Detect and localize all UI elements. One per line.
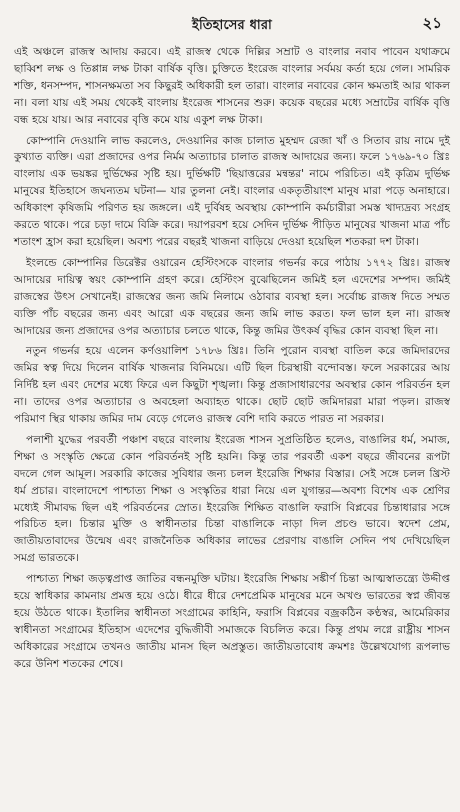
body-text	[14, 44, 450, 673]
paragraph: ইংলন্ডে কোম্পানির ডিরেক্টর ওয়ারেন হেস্টিংসকে বাংলার গভর্নর করে পাঠায় ১৭৭২ খ্রিঃ। রাজস্ব আদায়ের দায়িত্ব স্বয়ং কোম্পানি গ্রহণ করে। হেস্টিংস বুঝেছিলেন জমিই হল এদেশের সম্পদ। জমিই রাজস্বের উৎস সেখানেই। রাজস্বের জন্য জমি নিলামে ওঠাবার ব্যবস্থা হল। সর্বোচ্চ রাজস্ব দিতে সম্মত ব্যক্তি পাঁচ বছরের জন্য এবং আরো এক বছরের জন্য জমি লাভ করত। ফল ভাল হল না। রাজস্ব আদায়ের জন্য প্রজাদের ওপর অত্যাচার চলতে থাকে, কিন্তু জমির উৎকর্ষ বৃদ্ধির কোন ব্যবস্থা ছিল না।	[14, 256, 450, 337]
paragraph: নতুন গভর্নর হয়ে এলেন কর্ণওয়ালিশ ১৭৮৬ খ্রিঃ। তিনি পুরোন ব্যবস্থা বাতিল করে জমিদারদের জমির স্বত্ব দিয়ে দিলেন বার্ষিক খাজনার বিনিময়ে। এটি ছিল চিরস্থায়ী বন্দোবস্ত। ফলে সরকারের আয় নির্দিষ্ট হল এবং দেশের মধ্যে ফিরে এল কিছুটা শৃঙ্খলা। কিন্তু প্রজাসাধারণের অবস্থার কোন পরিবর্তন হল না। তাদের ওপর অত্যাচার ও অবহেলা অব্যাহত থাকে। ছোট ছোট জমিদাররা মারা পড়ল। রাজস্ব পরিমাণ স্থির থাকায় জমির দাম বেড়ে গেলেও রাজস্ব বেশি দাবি করতে পারত না সরকার।	[14, 345, 450, 426]
running-title: ইতিহাসের ধারা	[192, 18, 272, 33]
paragraph: কোম্পানি দেওয়ানি লাভ করলেও, দেওয়ানির কাজ চালাত মুহম্মদ রেজা খাঁ ও সিতাব রায় নামে দুই কুখ্যাত ব্যক্তি। এরা প্রজাদের ওপর নির্মম অত্যাচার চালাত রাজস্ব আদায়ের জন্য। ফলে ১৭৬৯-৭০ খ্রিঃ বাংলায় এক ভয়ঙ্কর দুর্ভিক্ষের সৃষ্টি হয়। দুর্ভিক্ষটি 'ছিয়াত্তরের মন্বন্তর' নামে পরিচিত। এই কৃত্রিম দুর্ভিক্ষ মানুষের ইতিহাসে জঘন্যতম ঘটনা— যার তুলনা নেই। বাংলার একতৃতীয়াংশ মানুষ মারা পড়ে অনাহারে। অধিকাংশ কৃষিজমি পরিণত হয় জঙ্গলে। এই দুর্বিষহ অবস্থায় কোম্পানি কর্মচারীরা সমস্ত খাদ্যদ্রব্য সংগ্রহ করতে থাকে। পরে চড়া দামে বিক্রি করে। দয়াপরবশ হয়ে সেদিন দুর্ভিক্ষ পীড়িত মানুষের খাজনা মাত্র পাঁচ শতাংশ হ্রাস করা হয়েছিল। অবশ্য পরের বছরই খাজনা বাড়িয়ে দেওয়া হয়েছিল শতকরা দশ টাকা।	[14, 134, 451, 248]
paragraph: এই অঞ্চলে রাজস্ব আদায় করবে। এই রাজস্ব থেকে দিল্লির সম্রাট ও বাংলার নবাব পাবেন যথাক্রমে ছাব্বিশ লক্ষ ও তিপ্পান্ন লক্ষ টাকা বার্ষিক বৃত্তি। চুক্তিতে ইংরেজ বাংলার সর্বময় কর্তা হয়ে গেল। সামরিক শক্তি, ধনসম্পদ, শাসনক্ষমতা সব কিছুরই অধিকারী হল তারা। বাংলার নবাবের কোন ক্ষমতাই আর থাকল না। বলা যায় এই সময় থেকেই বাংলায় ইংরেজ শাসনের শুরু। কয়েক বছরের মধ্যে সম্রাটের বার্ষিক বৃত্তি বন্ধ হয়ে যায়। আর নবাবের বৃত্তি কমে যায় একুশ লক্ষ টাকা।	[14, 46, 450, 126]
paragraph: পাশ্চাত্য শিক্ষা জড়ত্বপ্রাপ্ত জাতির বন্ধনমুক্তি ঘটায়। ইংরেজি শিক্ষায় সঙ্কীর্ণ চিন্তা আত্মস্বাতন্ত্র্যে উদ্দীপ্ত হয়ে স্বাধিকার কামনায় প্রমত্ত হয়ে ওঠে। ধীরে ধীরে দেশপ্রেমিক মানুষের মনে অখণ্ড ভারতের স্বপ্ন জীবন্ত হয়ে উঠতে থাকে। ইতালির স্বাধীনতা সংগ্রামের কাহিনি, ফরাসি বিপ্লবের বজ্রকঠিন কণ্ঠস্বর, আমেরিকার স্বাধীনতা সংগ্রামের ইতিহাস এদেশের বুদ্ধিজীবী সমাজকে বিচলিত করে। কিন্তু প্রথম লগ্নে রাষ্ট্রীয় শাসন অধিকারের সংগ্রামে তখনও জাতীয় মানস ছিল অপ্রস্তুত। জাতীয়তাবোধ ক্রমশঃ উল্লেখযোগ্য রূপলাভ করে উনিশ শতকের শেষে।	[14, 573, 450, 670]
paragraph: পলাশী যুদ্ধের পরবর্তী পঞ্চাশ বছরে বাংলায় ইংরেজ শাসন সুপ্রতিষ্ঠিত হলেও, বাঙালির ধর্ম, সমাজ, শিক্ষা ও সংস্কৃতি ক্ষেত্রে কোন পরিবর্তনই সৃষ্টি হয়নি। কিন্তু তার পরবর্তী একশ বছরে জীবনের রূপটা বদলে গেল আমূল। সরকারি কাজের সুবিধার জন্য চলল ইংরেজি শিক্ষার বিস্তার। সেই সঙ্গে চলল খ্রিস্ট ধর্ম প্রচার। বাংলাদেশে পাশ্চাত্য শিক্ষা ও সংস্কৃতির ধারা নিয়ে এল যুগান্তর—অবশ্য বিশেষ এক শ্রেণির মধ্যেই সীমাবদ্ধ ছিল এই পরিবর্তনের স্রোত। ইংরেজি শিক্ষিত বাঙালি ফরাসি বিপ্লবের চিন্তাধারার সঙ্গে পরিচিত হল। চিন্তার মুক্তি ও স্বাধীনতার চিন্তা বাঙালিকে নাড়া দিল প্রচণ্ড ভাবে। স্বদেশ প্রেম, জাতীয়তাবাদের উন্মেষ এবং রাজনৈতিক অধিকার লাভের প্রেরণায় বাঙালি সেদিন পথ দেখিয়েছিল সমগ্র ভারতকে।	[14, 433, 450, 565]
page-header	[14, 0, 450, 44]
page-number: ২১	[422, 14, 442, 32]
